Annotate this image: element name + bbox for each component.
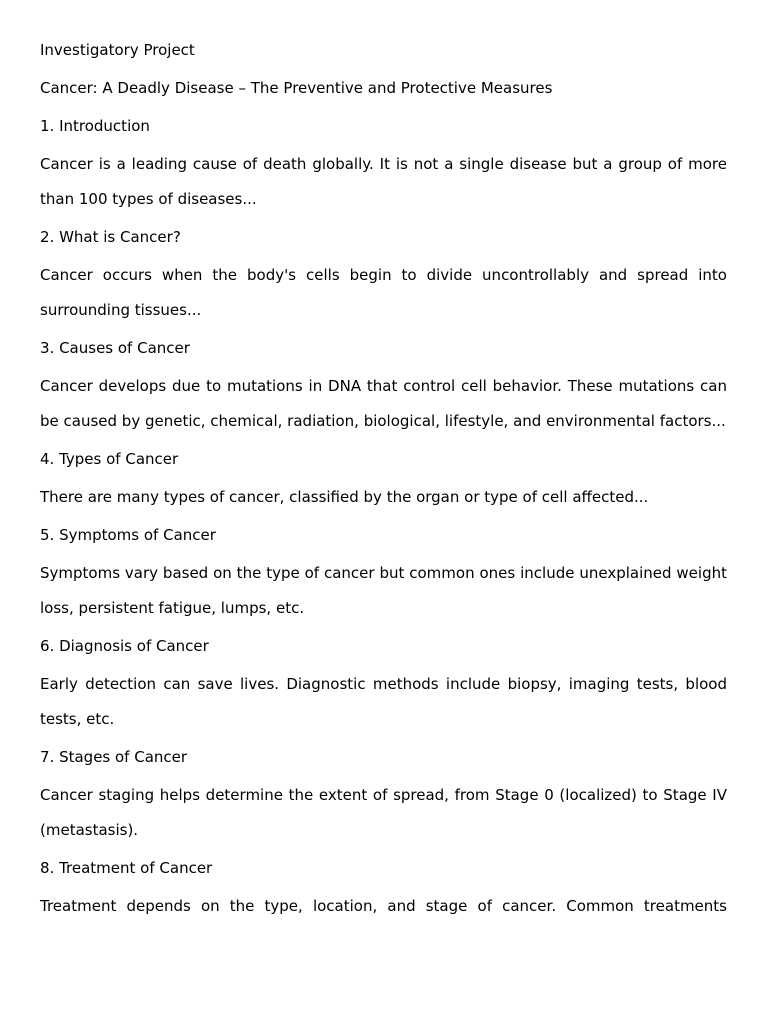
section-text-stages: Cancer staging helps determine the extent of spread, from Stage 0 (localized) to Stage IV (metastasis). [40,786,727,839]
section-text-causes: Cancer develops due to mutations in DNA that control cell behavior. These mutations can be caused by genetic, chemical, radiation, biological, lifestyle, and environmental factors... [40,377,727,430]
section-heading-symptoms: 5. Symptoms of Cancer [40,526,216,544]
section-text-diagnosis: Early detection can save lives. Diagnostic methods include biopsy, imaging tests, blood tests, etc. [40,675,727,728]
section-text-treatment: Treatment depends on the type, location, and stage of cancer. Common treatments [40,897,727,915]
section-text-symptoms: Symptoms vary based on the type of cancer but common ones include unexplained weight loss, persistent fatigue, lumps, etc. [40,564,727,617]
section-heading-diagnosis: 6. Diagnosis of Cancer [40,637,209,655]
section-text-introduction: Cancer is a leading cause of death globally. It is not a single disease but a group of more than 100 types of diseases... [40,155,727,208]
section-text-types: There are many types of cancer, classified by the organ or type of cell affected... [40,488,649,506]
section-heading-causes: 3. Causes of Cancer [40,339,190,357]
section-heading-stages: 7. Stages of Cancer [40,748,188,766]
section-heading-treatment: 8. Treatment of Cancer [40,859,213,877]
document-label: Investigatory Project [40,41,195,59]
document-page [40,38,727,933]
section-heading-types: 4. Types of Cancer [40,450,179,468]
document-title: Cancer: A Deadly Disease – The Preventive and Protective Measures [40,79,553,97]
section-text-what-is-cancer: Cancer occurs when the body's cells begin to divide uncontrollably and spread into surrounding tissues... [40,266,727,319]
section-heading-what-is-cancer: 2. What is Cancer? [40,228,181,246]
section-heading-introduction: 1. Introduction [40,117,150,135]
